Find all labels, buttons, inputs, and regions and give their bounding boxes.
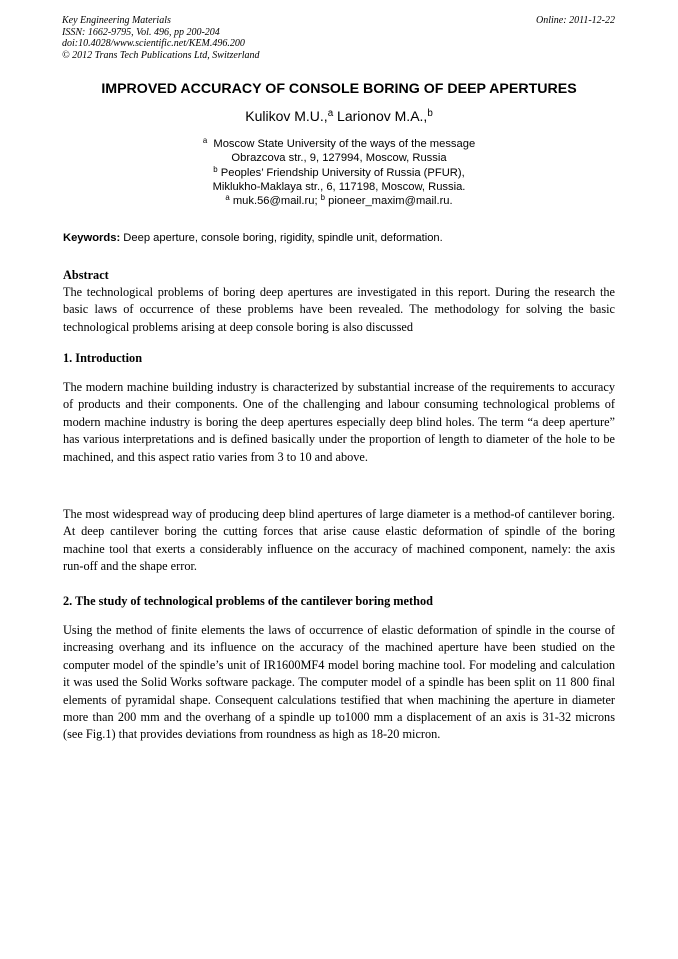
keywords [63,231,615,245]
affiliation-a-line1: $^a$ Moscow State University of the ways of the message [202,136,476,150]
abstract-paragraph: The technological problems of boring deep apertures are investigated in this report. During the research the basic laws of occurrence of these problems have been revealed. The methodology for solving the basic technological problems arising at deep console boring is also discussed [63,285,615,334]
keywords-text: Deep aperture, console boring, rigidity, spindle unit, deformation. [120,232,443,244]
issn-line: ISSN: 1662-9795, Vol. 496, pp 200-204 [62,26,220,38]
affiliation-b-line1: $^b$ Peoples’ Friendship University of Russia (PFUR), [213,164,465,179]
author-name: Kulikov M.U., [245,108,328,124]
author-line [40,107,638,125]
affiliation-b-line2: Miklukho-Maklaya str., 6, 117198, Moscow, Russia. [212,180,466,193]
affiliation-marker: a [225,193,230,203]
email-link[interactable]: pioneer_maxim@mail.ru. [325,195,453,208]
introduction-paragraph-2: The most widespread way of producing deep blind apertures of large diameter is a method-of cantilever boring. At deep cantilever boring the cutting forces that arise cause elastic deformation of spindle of the boring machine tool that exerts a considerably influence on the accuracy of machined component, namely: the axis run-off and the shape error. [63,507,615,574]
email-line [100,194,578,208]
author-name: Larionov M.A., [333,108,428,124]
journal-header [62,15,482,61]
affiliation-a-line2: Obrazcova str., 9, 127994, Moscow, Russia [231,152,447,165]
introduction-paragraph-1: The modern machine building industry is characterized by substantial increase of the requirements to accuracy of products and their components. One of the challenging and labour consuming technological problems of modern machine industry is boring the deep apertures especially deep blind holes. The term “a deep aperture” has various interpretations and is defined basically under the proportion of length to diameter of the hole to be machined, and this aspect ratio varies from 3 to 10 and above. [63,380,615,464]
abstract-heading: Abstract [63,268,109,282]
copyright-line: © 2012 Trans Tech Publications Ltd, Switzerland [62,49,260,61]
study-paragraph-1: Using the method of finite elements the laws of occurrence of elastic deformation of spindle in the course of increasing overhang and its influence on the accuracy of the machined aperture have been studied on the computer model of the spindle’s unit of IR1600MF4 model boring machine tool. For modeling and calculation it was used the Solid Works software package. The computer model of a spindle has been split on 11 800 final elements of pyramidal shape. Consequent calculations testified that when machining the aperture in diameter more than 200 mm and the overhang of a spindle up to1000 mm a displacement of an axis is 31-32 microns (see Fig.1) that provides deviations from roundness as high as 18-20 micron. [63,623,615,742]
keywords-label: Keywords: [63,232,121,244]
doi-line: doi:10.4028/www.scientific.net/KEM.496.200 [62,38,245,49]
affiliation-marker: a [202,136,208,146]
affiliation-marker: b [213,164,218,174]
introduction-heading: 1. Introduction [63,351,143,365]
abstract-text [63,284,615,336]
affiliation-marker: a [327,108,334,120]
online-date: Online: 2011-12-22 [536,15,615,26]
affiliation-marker: b [427,108,433,120]
affiliation-marker: b [320,193,326,203]
study-heading: 2. The study of technological problems of the cantilever boring method [63,594,433,608]
paper-title: IMPROVED ACCURACY OF CONSOLE BORING OF DEEP APERTURES [101,81,577,97]
journal-name: Key Engineering Materials [62,15,171,26]
affiliations [100,137,578,208]
email-link[interactable]: muk.56@mail.ru; [229,195,321,208]
